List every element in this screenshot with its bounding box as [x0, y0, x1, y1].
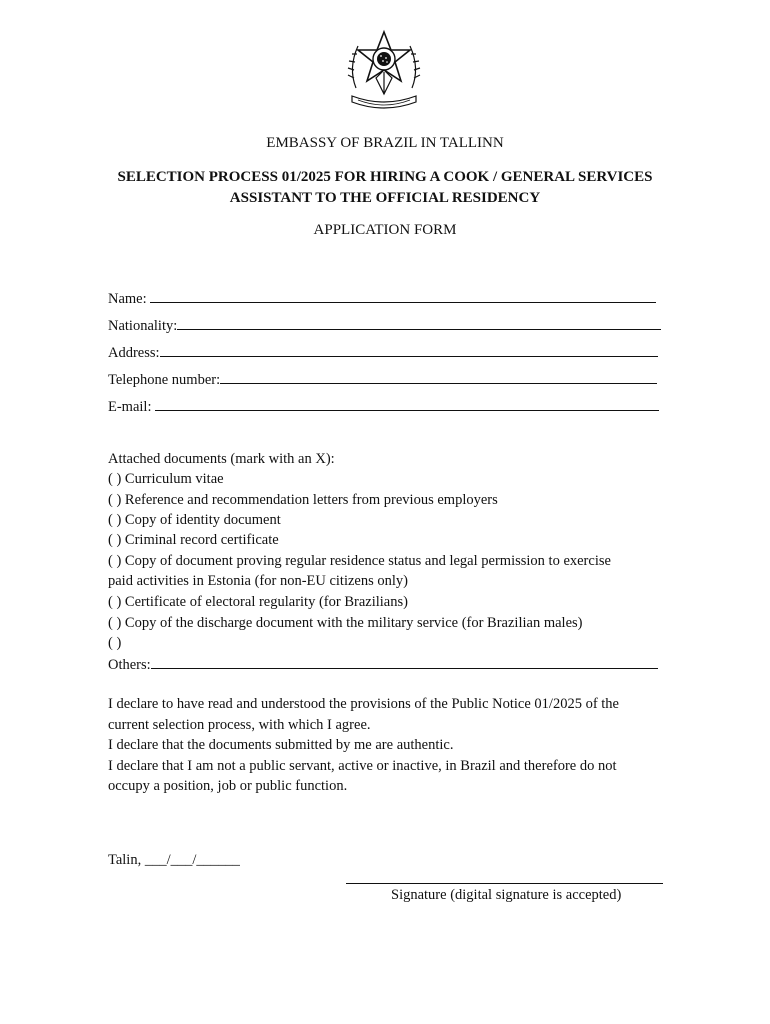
telephone-field[interactable] [108, 370, 657, 389]
name-field[interactable] [108, 289, 656, 308]
others-input-line[interactable] [151, 655, 658, 669]
form-title: APPLICATION FORM [313, 222, 457, 238]
document-title-line2: ASSISTANT TO THE OFFICIAL RESIDENCY [229, 190, 541, 206]
name-label: Name: [108, 291, 147, 307]
embassy-name: EMBASSY OF BRAZIL IN TALLINN [266, 135, 504, 151]
document-item[interactable] [108, 553, 611, 570]
document-item[interactable] [108, 615, 582, 632]
checkbox[interactable]: ( ) [108, 615, 122, 631]
address-label: Address: [108, 345, 160, 361]
document-item-label: Certificate of electoral regularity (for Brazilians) [124, 594, 408, 610]
checkbox[interactable]: ( ) [108, 512, 122, 528]
address-input-line[interactable] [160, 343, 658, 357]
declaration-line: occupy a position, job or public function. [108, 778, 348, 794]
declaration-line: I declare that the documents submitted by me are authentic. [108, 737, 454, 753]
place-date-field[interactable]: Talin, ___/___/______ [108, 852, 240, 868]
nationality-input-line[interactable] [177, 316, 661, 330]
document-item-label: Curriculum vitae [124, 471, 224, 487]
name-input-line[interactable] [150, 289, 656, 303]
nationality-field[interactable] [108, 316, 661, 335]
others-label: Others: [108, 657, 151, 673]
email-label: E-mail: [108, 399, 152, 415]
documents-heading: Attached documents (mark with an X): [108, 451, 335, 467]
checkbox[interactable]: ( ) [108, 553, 122, 569]
signature-line[interactable] [346, 883, 663, 884]
declaration-line: I declare that I am not a public servant, active or inactive, in Brazil and therefore do not [108, 758, 617, 774]
declaration-line: I declare to have read and understood the provisions of the Public Notice 01/2025 of the [108, 696, 619, 712]
document-title-line1: SELECTION PROCESS 01/2025 FOR HIRING A COOK / GENERAL SERVICES [117, 169, 653, 185]
email-input-line[interactable] [155, 397, 659, 411]
others-checkbox[interactable]: ( ) [108, 635, 122, 651]
telephone-label: Telephone number: [108, 372, 221, 388]
address-field[interactable] [108, 343, 658, 362]
document-item-label: Copy of the discharge document with the military service (for Brazilian males) [124, 615, 583, 631]
email-field[interactable] [108, 397, 659, 416]
document-item-label: Reference and recommendation letters from previous employers [124, 492, 498, 508]
document-item-label: Criminal record certificate [124, 532, 279, 548]
document-item-label: Copy of identity document [124, 512, 281, 528]
document-item[interactable] [108, 492, 498, 509]
checkbox[interactable]: ( ) [108, 492, 122, 508]
nationality-label: Nationality: [108, 318, 178, 334]
checkbox[interactable]: ( ) [108, 532, 122, 548]
document-item[interactable] [108, 532, 279, 549]
document-item-continued: paid activities in Estonia (for non-EU citizens only) [108, 573, 408, 589]
document-item[interactable] [108, 471, 224, 488]
document-item[interactable] [108, 594, 408, 611]
document-title [0, 167, 770, 209]
others-field[interactable] [108, 655, 658, 674]
checkbox[interactable]: ( ) [108, 594, 122, 610]
brazil-coat-of-arms-icon [344, 28, 424, 116]
checkbox[interactable]: ( ) [108, 471, 122, 487]
signature-caption: Signature (digital signature is accepted) [391, 887, 622, 903]
declaration-line: current selection process, with which I agree. [108, 717, 371, 733]
document-item[interactable] [108, 512, 281, 529]
telephone-input-line[interactable] [220, 370, 657, 384]
document-item-label: Copy of document proving regular residence status and legal permission to exercise [124, 553, 611, 569]
